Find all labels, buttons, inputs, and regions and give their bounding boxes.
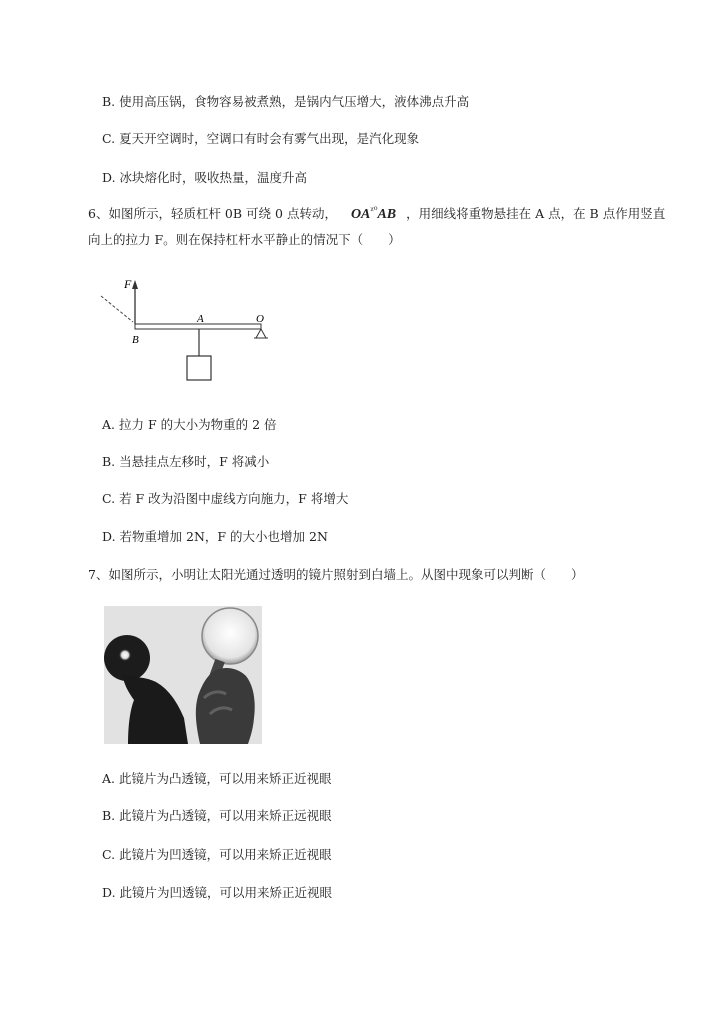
q6-stem-line1 [88, 204, 665, 223]
q7-stem: 7、如图所示，小明让太阳光通过透明的镜片照射到白墙上。从图中现象可以判断（ ） [88, 567, 584, 582]
q5-option-c: C. 夏天开空调时，空调口有时会有雾气出现，是汽化现象 [102, 131, 420, 146]
q7-option-c: C. 此镜片为凹透镜，可以用来矫正近视眼 [102, 847, 332, 862]
force-arrowhead [132, 280, 138, 289]
light-spot [119, 649, 131, 661]
label-f: F [124, 277, 132, 291]
q6-option-b: B. 当悬挂点左移时，F 将减小 [102, 454, 270, 469]
q7-option-a: A. 此镜片为凸透镜，可以用来矫正近视眼 [102, 771, 332, 786]
weight-box [187, 356, 211, 380]
q6-stem-part1: 6、如图所示，轻质杠杆 0B 可绕 0 点转动， [88, 206, 337, 221]
label-o: O [256, 313, 264, 325]
label-b: B [132, 334, 139, 346]
lever-diagram [95, 272, 285, 392]
q5-option-d: D. 冰块熔化时，吸收热量，温度升高 [102, 170, 308, 185]
q6-stem-part2: ，用细线将重物悬挂在 A 点，在 B 点作用竖直 [406, 206, 666, 221]
q6-math-symbol: ᵡ⁰ [370, 205, 378, 216]
q7-option-b: B. 此镜片为凸透镜，可以用来矫正远视眼 [102, 808, 332, 823]
q6-math-oa: OA [350, 207, 371, 222]
dashed-force-line [101, 296, 133, 322]
lens-photo [104, 606, 262, 744]
q5-option-b: B. 使用高压锅，食物容易被煮熟，是锅内气压增大，液体沸点升高 [102, 94, 470, 109]
q6-math-ab: AB [377, 207, 397, 222]
q6-stem-line2: 向上的拉力 F。则在保持杠杆水平静止的情况下（ ） [88, 232, 401, 247]
q6-option-d: D. 若物重增加 2N，F 的大小也增加 2N [102, 529, 328, 544]
pivot-icon [256, 329, 266, 338]
q6-option-a: A. 拉力 F 的大小为物重的 2 倍 [102, 417, 277, 432]
label-a: A [197, 313, 204, 325]
q6-option-c: C. 若 F 改为沿图中虚线方向施力，F 将增大 [102, 491, 349, 506]
q7-option-d: D. 此镜片为凹透镜，可以用来矫正近视眼 [102, 885, 333, 900]
magnifier-lens [202, 608, 258, 664]
